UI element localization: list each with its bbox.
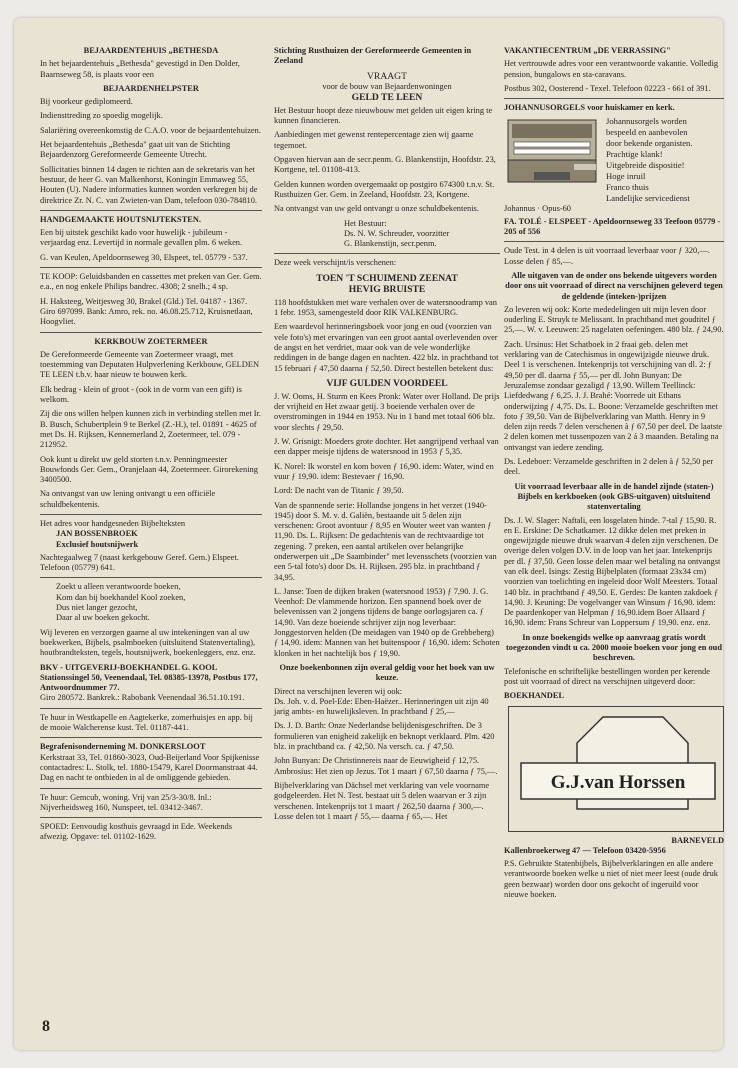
ad-heading: Stichting Rusthuizen der Gereformeerde Gemeenten in Zeeland — [274, 46, 472, 66]
ad-text: John Bunyan: De Christinnereis naar de Eeuwigheid ƒ 12,75. Ambrosius: Het zien op Jezus. Tot 1 maart ƒ 67,50 daarna ƒ 75,—. — [274, 756, 498, 776]
ad-heading: BOEKHANDEL — [504, 691, 565, 701]
ad-text: Ds. Joh. v. d. Poel-Ede: Eben-Haëzer.. Herinneringen uit zijn 40 jarig ambts- en huwelijksleven. In prachtband ƒ 25,— — [274, 696, 489, 717]
ad-heading: KERKBOUW ZOETERMEER — [94, 336, 208, 346]
ad-text: Ds. J. D. Barth: Onze Nederlandse belijdenisgeschriften. De 3 formulieren van enigheid zakelijk en beknopt verklaard. Plm. 420 blz. in prachtband ca. ƒ 42,50. Na versch. ca. ƒ 47,50. — [274, 721, 495, 752]
ad-heading: JOHANNUSORGELS voor huiskamer en kerk. — [504, 103, 675, 113]
ad-text: Oude Test. in 4 delen is uit voorraad leverbaar voor ƒ 320,—. Losse delen ƒ 85,—. — [504, 246, 710, 266]
ad-heading: HANDGEMAAKTE HOUTSNIJTEKSTEN. — [40, 214, 202, 224]
page-number: 8 — [42, 1018, 50, 1035]
ad-text: Na ontvangst van uw geld ontvangt u onze schuldbekentenis. — [274, 204, 479, 214]
ad-text: Postbus 302, Oosterend - Texel. Telefoon 02223 - 661 of 391. — [504, 83, 711, 93]
ad-text: Sollicitaties binnen 14 dagen te richten aan de sekretaris van het bestuur, de heer G. van Malkenhorst, Koningin Emmaweg 55, Houten (U). Nadere informaties kunnen worden verkregen bij de direktrice Zr. N. C. van Zwieten-van Dam, telefoon 030-784810. — [40, 164, 258, 205]
column-middle — [274, 46, 500, 826]
ad-text: 118 hoofdstukken met ware verhalen over de watersnoodramp van 1 febr. 1953, samengesteld door RIK VALKENBURG. — [274, 297, 497, 318]
ad-heading: Alle uitgaven van de onder ons bekende uitgevers worden door ons uit voorraad of direct na verschijnen geleverd tegen de geldende (inteken-)prijzen — [505, 270, 723, 301]
ad-text: Aanbiedingen met gewenst rentepercentage zien wij gaarne tegemoet. — [274, 130, 474, 150]
feature-line: door bekende organisten. — [606, 138, 693, 149]
horssen-logo — [508, 706, 724, 832]
ad-text: Direct na verschijnen leveren wij ook: — [274, 686, 403, 696]
ad-text: Nachtegaalweg 7 (naast kerkgebouw Geref. Gem.) Elspeet. Telefoon (05779) 641. — [40, 552, 239, 573]
ad-text: J. W. Grisnigt: Moeders grote dochter. Het aangrijpend verhaal van een dapper meisje tijdens de watersnood in 1953 ƒ 5,35. — [274, 437, 499, 457]
ad-text: Zach. Ursinus: Het Schatboek in 2 fraai geb. delen met verklaring van de Catechismus in ongewijzigde nieuwe druk. Deel 1 is verschenen. Intekenprijs tot verschijning van dl. 2: ƒ 49,50 per dl. daarna ƒ 55,— per dl. John Bunyan: De Jeruzalemse zondaar gezaligd ƒ 13,90. Willem Teellinck: Liefdedwang ƒ 6,25. J. J. Brahé: Voorrede uit Ethans onderwijzing ƒ 4,75. Ds. L. Boone: Verzamelde geschriften met foto ƒ 39,50. Van de Bijbelverklaring van Matth. Henry in 9 delen zijn reeds 7 delen verschenen à ƒ 67,50 per deel. De laatste 2 delen komen met tussenpozen van 2 á 3 maanden. Betaling na ontvangst van iedere zending. — [504, 339, 723, 452]
ad-heading: In onze boekengids welke op aanvraag gratis wordt toegezonden vindt u ca. 2000 mooie boeken voor jong en oud beschreven. — [506, 632, 722, 663]
ad-text: Gelden kunnen worden overgemaakt op postgiro 674300 t.n.v. St. Rusthuizen Ger. Gem. in Zeeland, Hoofdstr. 23, Kortgene. — [274, 179, 495, 199]
signature-block — [274, 219, 500, 250]
ad-text: Ds. Ledeboer: Verzamelde geschriften in 2 delen à ƒ 52,50 per deel. — [504, 457, 714, 477]
ad-text: Het vertrouwde adres voor een verantwoorde vakantie. Volledig pension, bungalows en sta-caravans. — [504, 59, 719, 79]
ad-text: Opgaven hiervan aan de secr.penm. G. Blankenstijn, Hoofdstr. 23, Kortgene, tel. 01108-413. — [274, 155, 496, 175]
ad-heading: VAKANTIECENTRUM „DE VERRASSING" — [504, 46, 671, 55]
verse-line: Daar al uw boeken gekocht. — [56, 613, 150, 623]
divider — [40, 267, 262, 268]
ad-text: Het bejaardentehuis „Bethesda" gaat uit van de Stichting Bejaardenzorg Gereformeerde Gemeente Utrecht. — [40, 140, 231, 160]
organ-ad — [504, 116, 724, 204]
ad-text: Een bij uitstek geschikt kado voor huwelijk - jubileum - verjaardag enz. Levertijd in normale gevallen plm. 6 weken. — [40, 228, 243, 248]
ad-text: J. W. Ooms, H. Sturm en Kees Pronk: Water over Holland. De prijs der vrijheid en Het zwaar getij. 3 boeiende verhalen over de overstromingen in 1944 en 1953. Nu in 1 band met totaal 606 blz. voor slechts ƒ 29,50. — [274, 391, 500, 432]
ad-text: Kerkstraat 33, Tel. 01860-3023, Oud-Beijerland Voor Spijkenisse contactadres: L. Stolk, tel. 1880-15479, Karel Doormanstraat 44. — [40, 752, 260, 772]
divider — [504, 98, 724, 99]
ad-text: Elk bedrag - klein of groot - (ook in de vorm van een gift) is welkom. — [40, 384, 242, 405]
ad-text: Na ontvangst van uw lening ontvangt u een officiële schuldbekentenis. — [40, 489, 216, 509]
verse-line: Zoekt u alleen verantwoorde boeken, — [56, 582, 181, 592]
ad-text: Het Bestuur hoopt deze nieuwbouw met gelden uit eigen kring te kunnen financieren. — [274, 105, 493, 126]
divider — [40, 332, 262, 333]
verse — [40, 582, 262, 623]
ad-heading: JAN BOSSENBROEK — [56, 529, 138, 539]
ad-text: Van de spannende serie: Hollandse jongens in het verzet (1940-1945) door S. M. v. d. Galiën, bestaande uit 5 delen zijn verschenen: Groot avontuur ƒ 8,95 en Wouter weet van wanten ƒ 11,90. Ds. L. Rijksen: De gedachtenis van de rechtvaardige tot zegening. 7 preken, een aantal artikelen over belangrijke onderwerpen uit „De Saambinder" met levensschets (voorzien van een 5-tal foto's) door Ds. H. Rijksen. 295 blz. in prachtband ƒ 34,95. — [274, 500, 497, 582]
divider — [40, 817, 262, 818]
signature-line: Het Bestuur: — [344, 218, 387, 228]
feature-line: bespeeld en aanbevolen — [606, 127, 688, 138]
ad-text: Zij die ons willen helpen kunnen zich in verbinding stellen met Ir. B. Busch, Schubertplein 9 te Berkel (Z.-H.), tel. 01891 - 4625 of met Ds. H. Rijksen, Kennemerland 2, Zoetermeer, tel. 079 - 212952. — [40, 409, 261, 450]
column-right — [504, 46, 724, 904]
organ-caption: Johannus · Opus-60 — [504, 204, 571, 214]
signature-line: Ds. N. W. Schreuder, voorzitter — [344, 228, 450, 238]
logo-text: G.J.van Horssen — [550, 771, 686, 793]
ad-heading: FA. TOLÉ - ELSPEET - Apeldoornseweg 33 Teefoon 05779 - 205 of 556 — [504, 216, 721, 237]
ad-heading: BEJAARDENHELPSTER — [103, 83, 199, 93]
ad-text: K. Norel: Ik worstel en kom boven ƒ 16,90. idem: Water, wind en vuur ƒ 19,90. idem: Bestevaer ƒ 16,90. — [274, 461, 494, 481]
divider — [274, 253, 500, 254]
ad-text: TE KOOP: Geluidsbanden en cassettes met preken van Ger. Gem. e.a., en nog enkele Philips bandrec. 4308; 2 snelh.; 4 sp. — [40, 272, 262, 292]
ad-city: BARNEVELD — [671, 835, 724, 845]
feature-line: Johannusorgels worden — [606, 116, 687, 127]
ad-text: Te huur: Gemcub, woning. Vrij van 25/3-30/8. Inl.: Nijverheidsweg 160, Nunspeet, tel. 03412-3467. — [40, 792, 212, 812]
ad-subheading: Exclusief houtsnijwerk — [56, 539, 139, 549]
ad-text: Ook kunt u direkt uw geld storten t.n.v. Penningmeester Bouwfonds Ger. Gem., Oranjelaan 44, Zoetermeer. Girorekening 3400500. — [40, 454, 258, 485]
ad-text: H. Haksteeg, Weitjesweg 30, Brakel (Gld.) Tel. 04187 - 1367. Giro 697099. Bank: Amro, rek. no. 46.08.25.712, Kruisnetlaan, Hoogvliet. — [40, 296, 253, 327]
ad-text: Zo leveren wij ook: Korte mededelingen uit mijn leven door ouderling E. Struyk te Melissant. In prachtband met goudtitel ƒ 25,—. W. v. Leeuwen: 25 nagelaten oefeningen. 480 blz. ƒ 24,90. — [504, 304, 724, 335]
ad-text: G. van Keulen, Apeldoornseweg 30, Elspeet, tel. 05779 - 537. — [40, 252, 248, 262]
divider — [40, 737, 262, 738]
organ-features — [606, 116, 692, 204]
ad-text: Het adres voor handgesneden Bijbelteksten — [40, 518, 186, 528]
ad-text: Bij voorkeur gediplomeerd. — [40, 97, 133, 107]
feature-line: Franco thuis — [606, 182, 649, 193]
ad-text: Ds. J. W. Slager: Naftali, een losgelaten hinde. 7-tal ƒ 15,90. R. en E. Erskine: De Schatkamer. 12 dikke delen met preken in ongewijzigde nieuwe druk waarvan 4 delen zijn verschenen. De overige delen volgen D.V. in de loop van het jaar. Intekenprijs per dl. ƒ 37,50. Geen losse delen maar wel betaling na ontvangst van elk deel. Isings: Zestig Bijbelplaten (formaat 23x34 cm) voorzien van toelichting en ingeleid door Wolf Meesters. Totaal 140 blz. in prachtband ƒ 49,50. E. Gerdes: De kanten zakdoek ƒ 14,90. J. Keuning: De vogelvanger van Winsum ƒ 16,90. idem: De paardenkoper van Helpman ƒ 16,90.idem Boer Allaard ƒ 16,90. idem: Frans Schreur van Loppersum ƒ 19,90. enz. enz. — [504, 515, 721, 628]
ad-heading: Onze boekenbonnen zijn overal geldig voor het boek van uw keuze. — [279, 662, 495, 683]
ad-text: Salariëring overeenkomstig de C.A.O. voor de bejaardentehuizen. — [40, 125, 261, 135]
ad-heading: Uit voorraad leverbaar alle in de handel zijnde (staten-) Bijbels en kerkboeken (ook GBS-uitgaven) uitsluitend statenvertaling — [514, 481, 714, 512]
ad-heading: BKV - UITGEVERIJ-BOEKHANDEL G. KOOL Stationssingel 50, Veenendaal, Tel. 08385-13978, Postbus 177, Antwoordnummer 77. — [40, 662, 258, 693]
newspaper-page — [14, 18, 723, 1050]
feature-line: Uitgebreide dispositie! — [606, 160, 685, 171]
divider — [40, 788, 262, 789]
column-left — [40, 46, 262, 847]
book-title: TOEN 'T SCHUIMEND ZEENAT — [316, 272, 458, 284]
ad-heading: VIJF GULDEN VOORDEEL — [326, 377, 448, 389]
ad-text: De Gereformeerde Gemeente van Zoetermeer vraagt, met toestemming van Deputaten Hulpverlening Kerkbouw, GELDEN TE LEEN t.b.v. haar nieuw te bouwen kerk. — [40, 349, 260, 380]
ad-text: L. Janse: Toen de dijken braken (watersnood 1953) ƒ 7,90. J. G. Veenhof: De vlammende horizon. Een spannend boek over de belevenissen van 2 jongens tijdens de bange oorlogsjaren ca. ƒ 14,90. Van deze boeiende schrijver zijn nog leverbaar: Jonggestorven helden (De meidagen van 1940 op de Grebbeberg) ƒ 14,90. idem: Mannen van het buitenspoor ƒ 16,90. idem: Schoten klonken in het nachtelijk bos ƒ 19,90. — [274, 586, 500, 658]
ad-text: Bijbelverklaring van Dächsel met verklaring van vele voorname godgeleerden. Het N. Test. bestaat uit 5 delen waarvan er 3 zijn verschenen. Intekenprijs tot 1 maart ƒ 262,50 daarna ƒ 300,—. Losse delen tot 1 maart ƒ 55,— daarna ƒ 65,—. Het — [274, 780, 490, 821]
ad-heading: GELD TE LEEN — [351, 91, 423, 103]
ad-text: Giro 280572. Bankrek.: Rabobank Veenendaal 36.51.10.191. — [40, 693, 245, 703]
divider — [40, 708, 262, 709]
ad-text: voor de bouw van Bejaardenwoningen — [322, 81, 452, 91]
ad-heading: BEJAARDENTEHUIS „BETHESDA — [83, 46, 219, 55]
feature-line: Landelijke servicedienst — [606, 193, 690, 204]
divider — [504, 241, 724, 242]
ad-text: Indiensttreding zo spoedig mogelijk. — [40, 111, 163, 121]
ad-address: Kallenbroekerweg 47 — Telefoon 03420-5956 — [504, 845, 666, 855]
ad-text: In het bejaardentehuis „Bethesda" gevestigd in Den Dolder, Baarnseweg 58, is plaats voor een — [40, 59, 240, 79]
book-title: HEVIG BRUISTE — [348, 283, 426, 295]
verse-line: Dus niet langer gezocht, — [56, 603, 138, 613]
organ-icon — [504, 116, 600, 186]
ad-text: Lord: De nacht van de Titanic ƒ 39,50. — [274, 486, 404, 496]
signature-line: G. Blankenstijn, secr.penm. — [344, 239, 437, 249]
ad-heading: VRAAGT — [367, 70, 407, 82]
divider — [40, 514, 262, 515]
ad-text: P.S. Gebruikte Statenbijbels, Bijbelverklaringen en alle andere verantwoorde boeken welke u niet of niet meer leest (oude druk geen bezwaar) worden door ons gekocht of ingeruild voor nieuwe boeken. — [504, 859, 718, 900]
feature-line: Prachtige klank! — [606, 149, 663, 160]
divider — [40, 210, 262, 211]
verse-line: Kom dan bij boekhandel Kool zoeken, — [56, 592, 186, 602]
ad-text: Een waardevol herinneringsboek voor jong en oud (voorzien van vele foto's) met ervaringen van een groot aantal overlevenden over de angst en het verdriet, maar ook van de vele wonderlijke reddingen in de bange dagen en nachten. 422 blz. in prachtband tot 15 februari ƒ 47,50 daarna ƒ 52,50. Direct bestellen betekent dus: — [274, 322, 499, 373]
ad-text: Dag en nacht te ontbieden in al de omliggende gebieden. — [40, 773, 231, 783]
ad-text: Wij leveren en verzorgen gaarne al uw intekeningen van al uw boekwerken, Bijbels, psalmboeken (uitsluitend Statenvertaling), houtbrandteksten, tegels, houtsnijwerk, boekenleggers, enz. enz. — [40, 627, 256, 658]
ad-text: Telefonische en schriftelijke bestellingen worden per kerende post uit voorraad of direct na verschijnen uitgeverd door: — [504, 666, 710, 686]
ad-text: Te huur in Westkapelle en Aagtekerke, zomerhuisjes en app. bij de mooie Walcherense kust. Tel. 01187-441. — [40, 712, 253, 733]
feature-line: Hoge inruil — [606, 171, 646, 182]
divider — [40, 577, 262, 578]
ad-text: SPOED: Eenvoudig kosthuis gevraagd in Ede. Weekends afwezig. Opgave: tel. 01102-1629. — [40, 822, 232, 842]
ad-heading: Begrafenisonderneming M. DONKERSLOOT — [40, 742, 206, 752]
ad-text: Deze week verschijnt/is verschenen: — [274, 258, 397, 268]
